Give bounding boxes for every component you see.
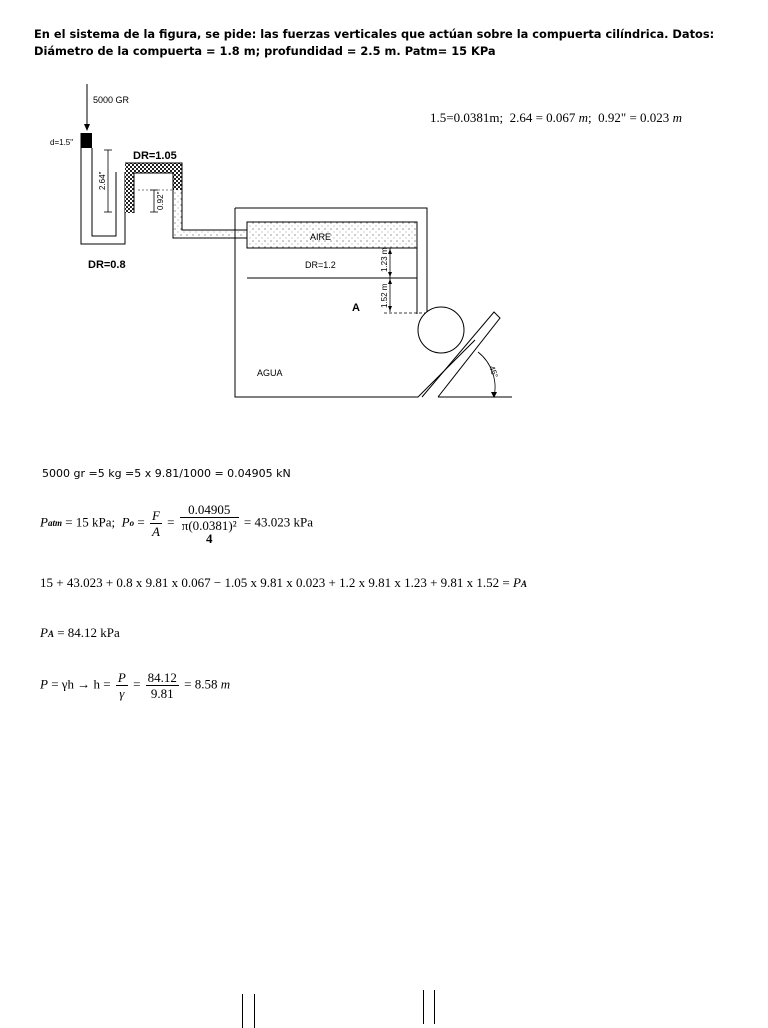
air-label: AIRE [310,232,332,242]
air-pipe [173,190,247,238]
conversion-3-unit: m [672,110,682,125]
dim-152-label: 1.52 m [380,283,389,308]
dr-top-label: DR=1.05 [133,150,177,162]
angle-label: 45° [487,364,500,380]
dim-092-label: 0.92" [156,191,165,210]
point-a-label: A [352,302,360,314]
inverted-u-hatch [125,163,182,173]
dim-123-label: 1.23 m [380,247,389,272]
air-layer [247,222,417,248]
conversion-2-unit: m [578,110,589,125]
water-label: AGUA [257,368,283,378]
dim-264-label: 2.64" [98,171,107,190]
page-mark [423,990,424,1024]
unit-conversions: 1.5=0.0381m; 2.64 = 0.067 m; 0.92" = 0.023 m [430,110,682,125]
diameter-label: d=1.5" [50,138,74,147]
page-mark [434,990,435,1024]
conversion-3: 0.92" = 0.023 [598,110,670,125]
equation-balance: 15 + 43.023 + 0.8 x 9.81 x 0.067 − 1.05 x 9.81 x 0.023 + 1.2 x 9.81 x 1.23 + 9.81 x 1.52 = PA [40,575,527,590]
page-mark [242,994,243,1028]
piston [81,133,92,148]
equation-height: P = γh → h = $\frac{P}{\gamma}$ = $\frac{84.12}{9.81}$ = 8.58 m [40,670,231,701]
dr-mid-label: DR=1.2 [305,260,336,270]
problem-statement: En el sistema de la figura, se pide: las fuerzas verticales que actúan sobre la compuerta cilíndrica. Datos: Diámetro de la compuerta = 1.8 m; profundidad = 2.5 m. Patm= 15 KPa [34,27,715,58]
equation-pressure: Patm = 15 kPa; Po = $\frac{F}{A}$ = 0.04905 π(0.0381)² 4 = 43.023 kPa [40,502,313,546]
conversion-2: 2.64 = 0.067 [509,110,576,125]
weight-label: 5000 GR [93,95,130,105]
system-diagram [0,0,768,420]
cylindrical-gate [418,307,464,353]
conversion-1: 1.5=0.0381m; [430,110,504,125]
dr-left-label: DR=0.8 [88,259,126,271]
page-mark [254,994,255,1028]
equation-pa: PA = 84.12 kPa [40,625,120,640]
equation-weight: 5000 gr =5 kg =5 x 9.81/1000 = 0.04905 kN [42,467,291,480]
weight-arrow-head [84,124,90,131]
